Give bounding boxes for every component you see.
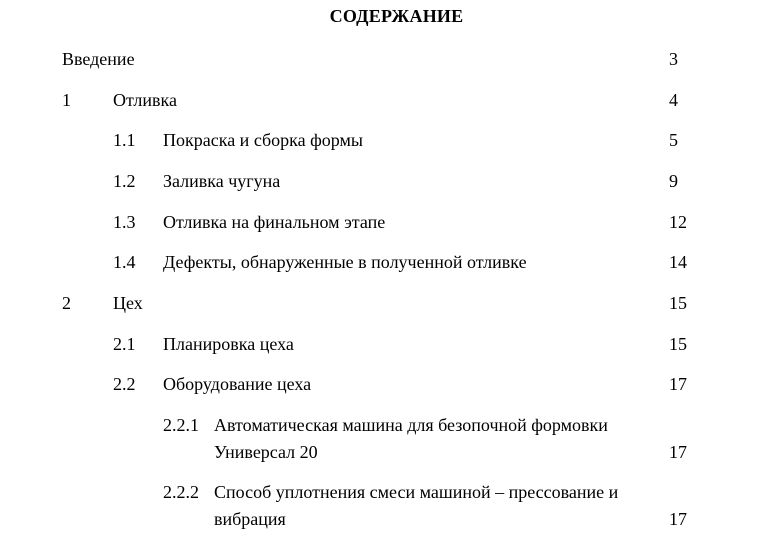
toc-entry-text-line1: Автоматическая машина для безопочной формовки xyxy=(214,415,608,435)
toc-entry-text: Введение xyxy=(62,49,135,69)
toc-entry-text: Покраска и сборка формы xyxy=(163,130,364,150)
toc-entry-page: 17 xyxy=(669,509,687,529)
toc-entry xyxy=(0,290,775,316)
toc-entry xyxy=(0,168,775,194)
toc-entry-text-line2: вибрация xyxy=(214,509,286,529)
toc-entry xyxy=(0,412,775,466)
toc-entry xyxy=(0,209,775,235)
toc-entry-text-line1: Способ уплотнения смеси машиной – прессование и xyxy=(214,482,619,502)
toc-entry-number: 1.4 xyxy=(113,252,136,272)
toc-entry-number: 1.1 xyxy=(113,130,136,150)
toc-entry-page: 14 xyxy=(669,252,687,272)
toc-entry-number: 2.2.2 xyxy=(163,482,199,502)
toc-entry-page: 5 xyxy=(669,130,678,150)
toc-entry-number: 2.2.1 xyxy=(163,415,199,435)
toc-entry-text-line2: Универсал 20 xyxy=(214,442,318,462)
toc-entry-number: 2.1 xyxy=(113,334,136,354)
toc-entry-number: 1.2 xyxy=(113,171,136,191)
toc-entry-number: 2 xyxy=(62,293,71,313)
toc-entry xyxy=(0,479,775,533)
toc-entry-page: 12 xyxy=(669,212,687,232)
toc-entry-page: 3 xyxy=(669,49,678,69)
toc-entry-text: Отливка xyxy=(113,90,177,110)
toc-entry-text: Оборудование цеха xyxy=(163,374,312,394)
toc-entry-text: Дефекты, обнаруженные в полученной отливке xyxy=(163,252,527,272)
toc-entry-page: 15 xyxy=(669,334,687,354)
toc-title: СОДЕРЖАНИЕ xyxy=(329,6,464,26)
toc-entry-page: 15 xyxy=(669,293,687,313)
toc-entry-text: Заливка чугуна xyxy=(163,171,281,191)
toc-entry-text: Планировка цеха xyxy=(163,334,294,354)
toc-entry-page: 9 xyxy=(669,171,678,191)
toc-entry xyxy=(0,127,775,153)
toc-entry-page: 17 xyxy=(669,442,687,462)
toc-entry-page: 4 xyxy=(669,90,678,110)
toc-entry-number: 1.3 xyxy=(113,212,136,232)
toc-entry-page: 17 xyxy=(669,374,687,394)
toc-entry xyxy=(0,371,775,397)
toc-entry xyxy=(0,331,775,357)
toc-entry-number: 2.2 xyxy=(113,374,136,394)
toc-entry xyxy=(0,87,775,113)
toc-entry xyxy=(0,46,775,72)
toc-entry xyxy=(0,249,775,275)
toc-entry-text: Цех xyxy=(113,293,143,313)
toc-entry-text: Отливка на финальном этапе xyxy=(163,212,386,232)
toc-entry-number: 1 xyxy=(62,90,71,110)
